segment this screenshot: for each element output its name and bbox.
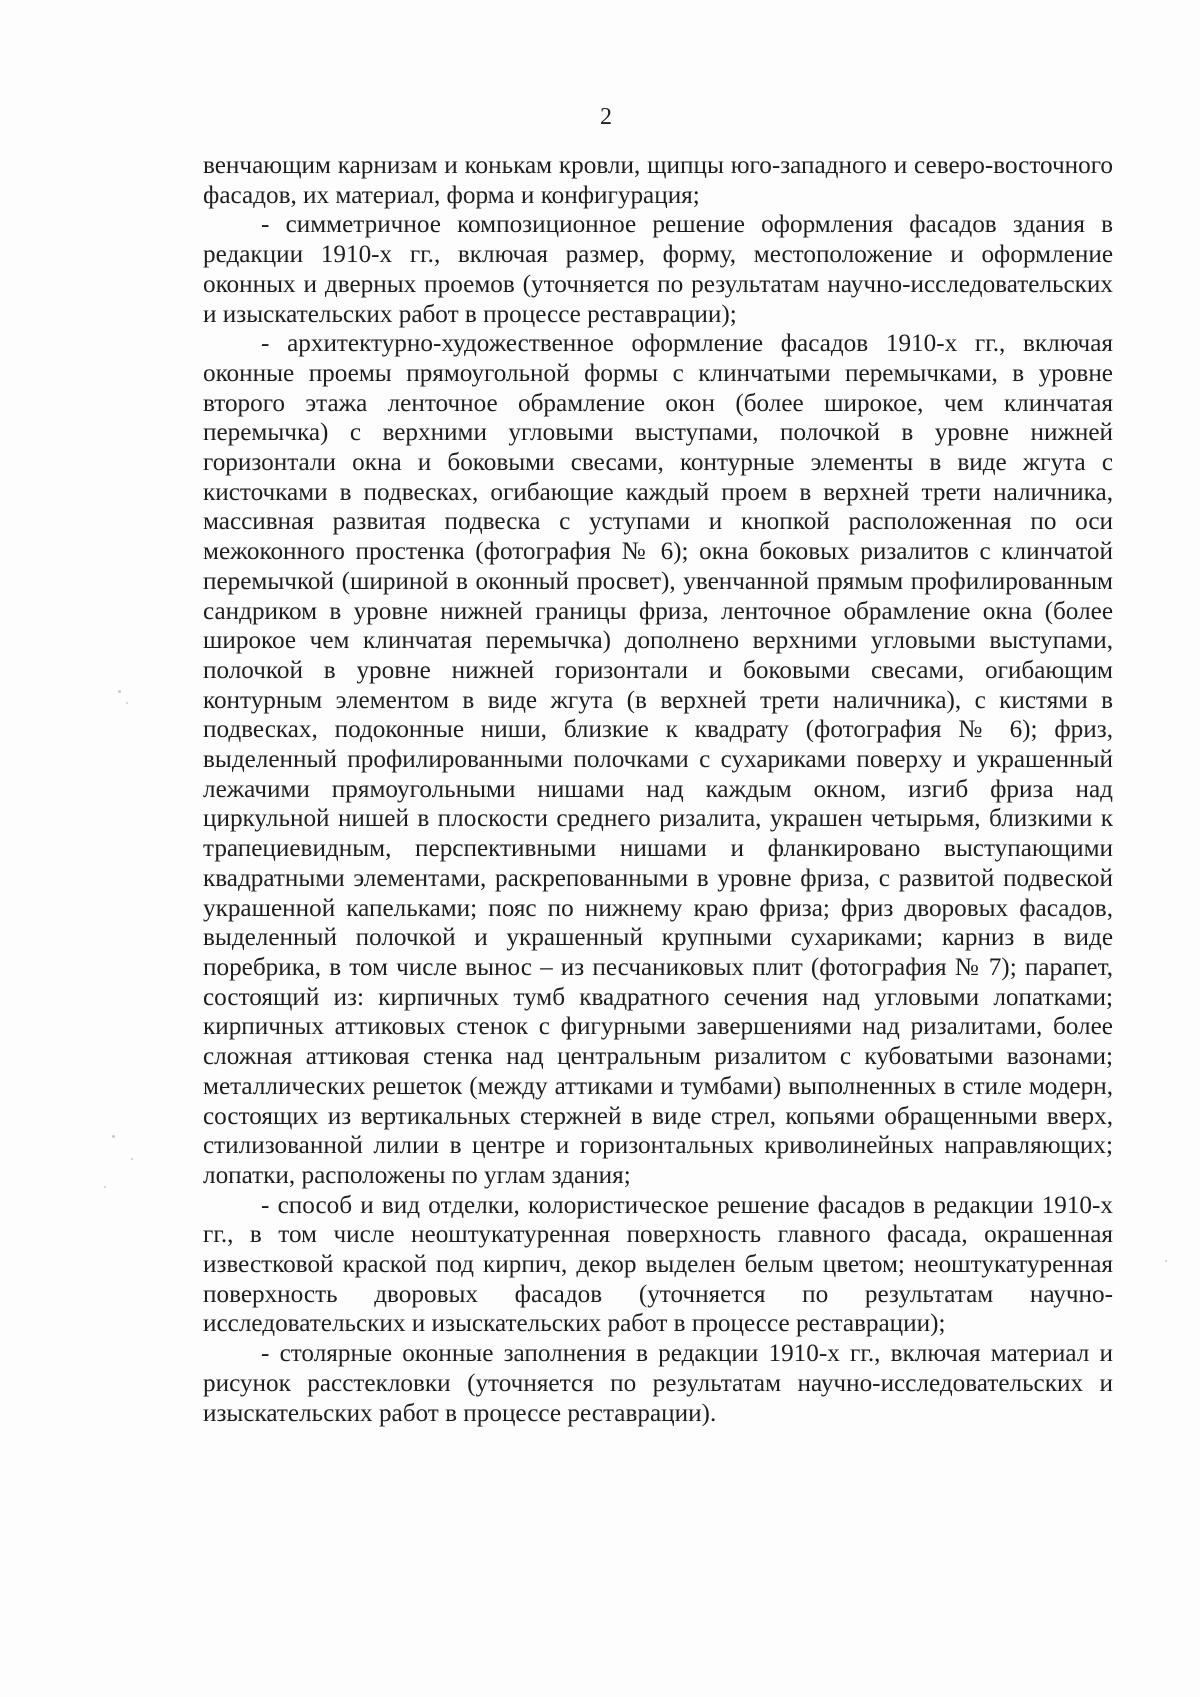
scan-speck	[104, 1186, 106, 1188]
scan-speck	[118, 690, 121, 693]
paragraph-architectural-decoration: - архитектурно-художественное оформление фасадов 1910-х гг., включая оконные проемы прямоугольной формы с клинчатыми перемычками, в уровне второго этажа ленточное обрамление окон (более широкое, чем клинчатая перемычка) с верхними угловыми выступами, полочкой в уровне нижней горизонтали окна и боковыми свесами, контурные элементы в виде жгута с кисточками в подвесках, огибающие каждый проем в верхней трети наличника, массивная развитая подвеска с уступами и кнопкой расположенная по оси межоконного простенка (фотография № 6); окна боковых ризалитов с клинчатой перемычкой (шириной в оконный просвет), увенчанной прямым профилированным сандриком в уровне нижней границы фриза, ленточное обрамление окна (более широкое чем клинчатая перемычка) дополнено верхними угловыми выступами, полочкой в уровне нижней горизонтали и боковыми свесами, огибающим контурным элементом в виде жгута (в верхней трети наличника), с кистями в подвесках, подоконные ниши, близкие к квадрату (фотография № 6); фриз, выделенный профилированными полочками с сухариками поверху и украшенный лежачими прямоугольными нишами над каждым окном, изгиб фриза над циркульной нишей в плоскости среднего ризалита, украшен четырьмя, близкими к трапециевидным, перспективными нишами и фланкировано выступающими квадратными элементами, раскрепованными в уровне фриза, с развитой подвеской украшенной капельками; пояс по нижнему краю фриза; фриз дворовых фасадов, выделенный полочкой и украшенный крупными сухариками; карниз в виде поребрика, в том числе вынос – из песчаниковых плит (фотография № 7); парапет, состоящий из: кирпичных тумб квадратного сечения над угловыми лопатками; кирпичных аттиковых стенок с фигурными завершениями над ризалитами, более сложная аттиковая стенка над центральным ризалитом с кубоватыми вазонами; металлических решеток (между аттиками и тумбами) выполненных в стиле модерн, состоящих из вертикальных стержней в виде стрел, копьями обращенными вверх, стилизованной лилии в центре и горизонтальных криволинейных направляющих; лопатки, расположены по углам здания;	[203, 330, 1113, 1189]
paragraph-finishing: - способ и вид отделки, колористическое решение фасадов в редакции 1910-х гг., в том числе неоштукатуренная поверхность главного фасада, окрашенная известковой краской под кирпич, декор выделен белым цветом; неоштукатуренная поверхность дворовых фасадов (уточняется по результатам научно-исследовательских и изыскательских работ в процессе реставрации);	[203, 1191, 1113, 1338]
paragraph-continuation: венчающим карнизам и конькам кровли, щипцы юго-западного и северо-восточного фасадов, их материал, форма и конфигурация;	[203, 152, 1113, 209]
page-number: 2	[600, 104, 612, 130]
scan-speck	[112, 1135, 115, 1138]
scan-speck	[131, 1158, 133, 1160]
document-body	[203, 151, 1113, 1428]
scan-speck	[126, 702, 128, 704]
paragraph-window-fillings: - столярные оконные заполнения в редакции 1910-х гг., включая материал и рисунок расстекловки (уточняется по результатам научно-исследовательских и изыскательских работ в процессе реставрации).	[203, 1340, 1113, 1427]
paragraph-composition: - симметричное композиционное решение оформления фасадов здания в редакции 1910-х гг., включая размер, форму, местоположение и оформление оконных и дверных проемов (уточняется по результатам научно-исследовательских и изыскательских работ в процессе реставрации);	[203, 211, 1113, 328]
scan-speck	[1165, 1260, 1167, 1262]
